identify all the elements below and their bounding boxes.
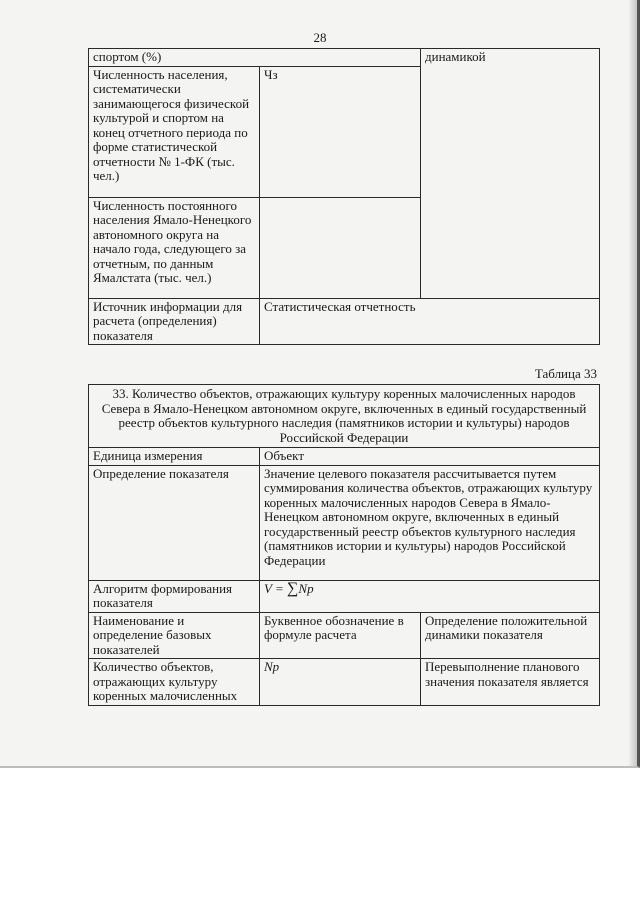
definition-value: Значение целевого показателя рассчитывается путем суммирования количества объектов, отражающих культуру коренных малочисленных народов Севера в Ямало-Ненецком автономном округе, включенных в единый государственный реестр объектов культурного наследия (памятников истории и культуры) народов Российской Федерации [260,465,600,580]
base-indicator-symbol: Np [260,659,421,706]
base-indicator-symbol: Чз [260,66,421,197]
algorithm-label: Алгоритм формирования показателя [89,580,260,612]
base-indicator-symbol [260,197,421,298]
sum-symbol: ∑ [287,579,299,597]
base-indicator-dynamics: Перевыполнение планового значения показателя является [421,659,600,706]
base-indicator-name: Количество объектов, отражающих культуру коренных малочисленных [89,659,260,706]
column-header-symbol: Буквенное обозначение в формуле расчета [260,612,421,659]
base-indicator-label: Численность населения, систематически занимающегося физической культурой и спортом на конец отчетного периода по форме статистической отчетности № 1-ФК (тыс. чел.) [89,66,260,197]
column-header-dynamics: Определение положительной динамики показателя [421,612,600,659]
definition-label: Определение показателя [89,465,260,580]
table-caption: Таблица 33 [534,366,597,381]
column-header-name: Наименование и определение базовых показателей [89,612,260,659]
indicator-table-continued [88,48,600,345]
top-row-label: спортом (%) [89,49,421,67]
unit-value: Объект [260,448,600,466]
source-label: Источник информации для расчета (определения) показателя [89,298,260,345]
page-number: 28 [313,30,327,45]
indicator-table-33 [88,384,600,706]
formula-rhs: Np [298,580,314,596]
algorithm-formula [260,580,600,612]
unit-label: Единица измерения [89,448,260,466]
base-indicator-label: Численность постоянного населения Ямало-Ненецкого автономного округа на начало года, следующего за отчетным, по данным Ямалстата (тыс. чел.) [89,197,260,298]
dynamics-cell: динамикой [421,49,600,299]
source-value: Статистическая отчетность [260,298,600,345]
indicator-heading: 33. Количество объектов, отражающих культуру коренных малочисленных народов Севера в Ямало-Ненецком автономном округе, включенных в единый государственный реестр объектов культурного наследия (памятников истории и культуры) народов Российской Федерации [89,385,600,448]
formula-lhs: V [264,580,272,596]
formula-eq: = [274,580,284,596]
